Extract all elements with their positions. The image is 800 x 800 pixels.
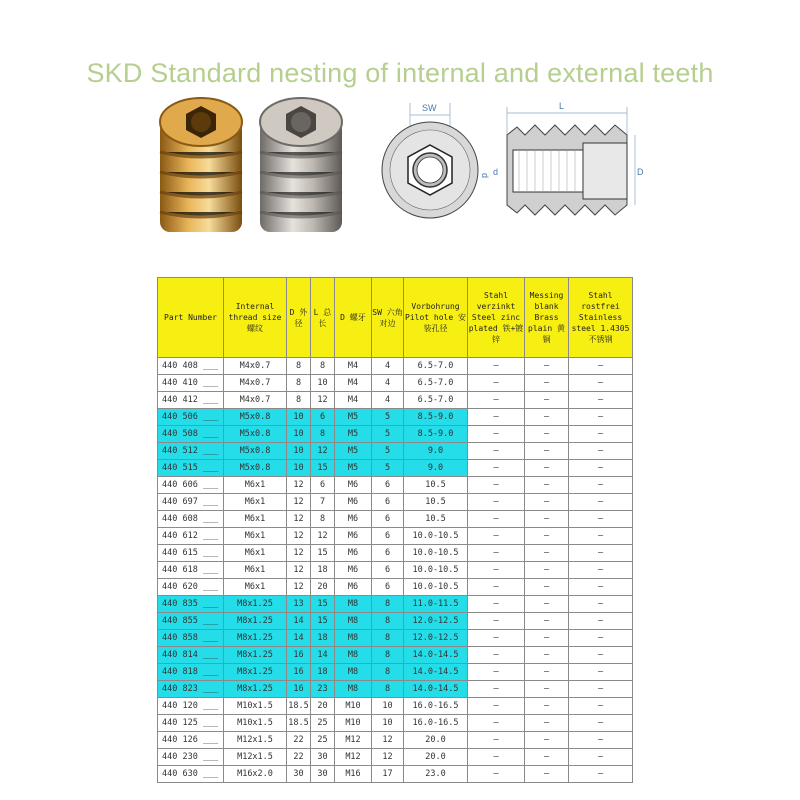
header-brass: Messing blank Brass plain 黄铜 <box>525 278 569 358</box>
table-row <box>158 732 633 749</box>
stainless-cell: – <box>569 596 633 613</box>
sw-cell: 5 <box>372 443 404 460</box>
part-number-cell: 440 858 ___ <box>158 630 224 647</box>
part-number-cell: 440 835 ___ <box>158 596 224 613</box>
pilot-hole-cell: 12.0-12.5 <box>404 630 468 647</box>
stainless-cell: – <box>569 681 633 698</box>
brass-cell: – <box>525 596 569 613</box>
table-row <box>158 545 633 562</box>
thread-size-cell: M6x1 <box>224 494 287 511</box>
outer-diameter-cell: 12 <box>287 494 311 511</box>
stainless-cell: – <box>569 409 633 426</box>
brass-cell: – <box>525 766 569 783</box>
length-cell: 30 <box>311 749 335 766</box>
pilot-hole-cell: 10.5 <box>404 494 468 511</box>
stainless-cell: – <box>569 613 633 630</box>
stainless-cell: – <box>569 579 633 596</box>
part-number-cell: 440 515 ___ <box>158 460 224 477</box>
table-row <box>158 409 633 426</box>
header-length: L 总长 <box>311 278 335 358</box>
steel-cell: – <box>468 613 525 630</box>
pilot-hole-cell: 10.5 <box>404 511 468 528</box>
outer-diameter-cell: 8 <box>287 375 311 392</box>
table-row <box>158 647 633 664</box>
steel-cell: – <box>468 392 525 409</box>
pilot-hole-cell: 8.5-9.0 <box>404 426 468 443</box>
stainless-cell: – <box>569 460 633 477</box>
stainless-cell: – <box>569 528 633 545</box>
brass-cell: – <box>525 715 569 732</box>
table-row <box>158 664 633 681</box>
sw-cell: 6 <box>372 579 404 596</box>
sw-cell: 12 <box>372 732 404 749</box>
table-row <box>158 511 633 528</box>
table-row <box>158 494 633 511</box>
thread-size-cell: M16x2.0 <box>224 766 287 783</box>
sw-cell: 17 <box>372 766 404 783</box>
stainless-cell: – <box>569 715 633 732</box>
brass-cell: – <box>525 749 569 766</box>
part-number-cell: 440 612 ___ <box>158 528 224 545</box>
d-small-side-label: d <box>493 167 499 177</box>
steel-cell: – <box>468 579 525 596</box>
table-row <box>158 613 633 630</box>
header-thread-size: Internal thread size 螺纹 <box>224 278 287 358</box>
sw-cell: 8 <box>372 613 404 630</box>
length-cell: 25 <box>311 715 335 732</box>
pilot-hole-cell: 16.0-16.5 <box>404 715 468 732</box>
pilot-hole-cell: 16.0-16.5 <box>404 698 468 715</box>
thread-size-cell: M8x1.25 <box>224 647 287 664</box>
table-row <box>158 358 633 375</box>
steel-cell: – <box>468 766 525 783</box>
part-number-cell: 440 814 ___ <box>158 647 224 664</box>
table-row <box>158 460 633 477</box>
part-number-cell: 440 412 ___ <box>158 392 224 409</box>
outer-diameter-cell: 10 <box>287 443 311 460</box>
part-number-cell: 440 618 ___ <box>158 562 224 579</box>
length-cell: 15 <box>311 613 335 630</box>
length-cell: 15 <box>311 460 335 477</box>
table-row <box>158 630 633 647</box>
steel-cell: – <box>468 375 525 392</box>
stainless-cell: – <box>569 477 633 494</box>
steel-cell: – <box>468 749 525 766</box>
steel-insert-image <box>260 98 342 232</box>
brass-cell: – <box>525 392 569 409</box>
thread-size-cell: M6x1 <box>224 511 287 528</box>
stainless-cell: – <box>569 545 633 562</box>
outer-diameter-cell: 18.5 <box>287 698 311 715</box>
pilot-hole-cell: 23.0 <box>404 766 468 783</box>
steel-cell: – <box>468 698 525 715</box>
outer-diameter-cell: 12 <box>287 528 311 545</box>
length-cell: 12 <box>311 528 335 545</box>
thread-d-cell: M4 <box>335 375 372 392</box>
length-cell: 8 <box>311 358 335 375</box>
part-number-cell: 440 818 ___ <box>158 664 224 681</box>
thread-d-cell: M6 <box>335 562 372 579</box>
header-sw: SW 六角对边 <box>372 278 404 358</box>
thread-d-cell: M5 <box>335 460 372 477</box>
stainless-cell: – <box>569 426 633 443</box>
thread-d-cell: M12 <box>335 749 372 766</box>
stainless-cell: – <box>569 664 633 681</box>
sw-cell: 5 <box>372 409 404 426</box>
sw-cell: 8 <box>372 630 404 647</box>
sw-cell: 8 <box>372 647 404 664</box>
steel-cell: – <box>468 630 525 647</box>
thread-size-cell: M6x1 <box>224 477 287 494</box>
thread-d-cell: M6 <box>335 477 372 494</box>
length-cell: 10 <box>311 375 335 392</box>
spec-table <box>157 277 633 783</box>
brass-cell: – <box>525 460 569 477</box>
thread-d-cell: M6 <box>335 545 372 562</box>
sw-cell: 8 <box>372 664 404 681</box>
pilot-hole-cell: 6.5-7.0 <box>404 375 468 392</box>
stainless-cell: – <box>569 749 633 766</box>
outer-diameter-cell: 8 <box>287 392 311 409</box>
brass-cell: – <box>525 681 569 698</box>
steel-cell: – <box>468 477 525 494</box>
length-cell: 8 <box>311 426 335 443</box>
thread-d-cell: M8 <box>335 681 372 698</box>
pilot-hole-cell: 11.0-11.5 <box>404 596 468 613</box>
part-number-cell: 440 506 ___ <box>158 409 224 426</box>
length-cell: 7 <box>311 494 335 511</box>
outer-diameter-cell: 14 <box>287 613 311 630</box>
steel-cell: – <box>468 426 525 443</box>
stainless-cell: – <box>569 732 633 749</box>
thread-size-cell: M6x1 <box>224 579 287 596</box>
pilot-hole-cell: 10.0-10.5 <box>404 528 468 545</box>
part-number-cell: 440 410 ___ <box>158 375 224 392</box>
part-number-cell: 440 608 ___ <box>158 511 224 528</box>
thread-d-cell: M8 <box>335 647 372 664</box>
thread-size-cell: M4x0.7 <box>224 358 287 375</box>
brass-cell: – <box>525 358 569 375</box>
header-stainless: Stahl rostfrei Stainless steel 1.4305 不锈钢 <box>569 278 633 358</box>
brass-cell: – <box>525 579 569 596</box>
part-number-cell: 440 120 ___ <box>158 698 224 715</box>
outer-diameter-cell: 22 <box>287 732 311 749</box>
thread-size-cell: M12x1.5 <box>224 732 287 749</box>
table-row <box>158 766 633 783</box>
header-part-number: Part Number <box>158 278 224 358</box>
brass-cell: – <box>525 426 569 443</box>
thread-size-cell: M12x1.5 <box>224 749 287 766</box>
thread-d-cell: M4 <box>335 392 372 409</box>
sw-cell: 6 <box>372 494 404 511</box>
outer-diameter-cell: 30 <box>287 766 311 783</box>
pilot-hole-cell: 20.0 <box>404 749 468 766</box>
pilot-hole-cell: 10.5 <box>404 477 468 494</box>
steel-cell: – <box>468 545 525 562</box>
stainless-cell: – <box>569 630 633 647</box>
l-label: L <box>559 101 565 111</box>
thread-size-cell: M4x0.7 <box>224 392 287 409</box>
table-row <box>158 426 633 443</box>
brass-cell: – <box>525 528 569 545</box>
header-row <box>158 278 633 358</box>
sw-cell: 4 <box>372 392 404 409</box>
outer-diameter-cell: 16 <box>287 664 311 681</box>
length-cell: 12 <box>311 443 335 460</box>
sw-cell: 6 <box>372 511 404 528</box>
table-row <box>158 443 633 460</box>
thread-size-cell: M10x1.5 <box>224 715 287 732</box>
length-cell: 8 <box>311 511 335 528</box>
length-cell: 20 <box>311 698 335 715</box>
part-number-cell: 440 620 ___ <box>158 579 224 596</box>
length-cell: 15 <box>311 545 335 562</box>
thread-d-cell: M10 <box>335 715 372 732</box>
steel-cell: – <box>468 409 525 426</box>
outer-diameter-cell: 8 <box>287 358 311 375</box>
brass-cell: – <box>525 545 569 562</box>
sw-label: SW <box>422 103 437 113</box>
brass-cell: – <box>525 630 569 647</box>
brass-cell: – <box>525 698 569 715</box>
product-photos <box>150 90 370 240</box>
steel-cell: – <box>468 511 525 528</box>
header-thread-d: D 螺牙 <box>335 278 372 358</box>
brass-insert-image <box>160 98 242 232</box>
sw-cell: 12 <box>372 749 404 766</box>
pilot-hole-cell: 9.0 <box>404 443 468 460</box>
steel-cell: – <box>468 460 525 477</box>
sw-cell: 5 <box>372 426 404 443</box>
part-number-cell: 440 823 ___ <box>158 681 224 698</box>
pilot-hole-cell: 20.0 <box>404 732 468 749</box>
table-row <box>158 715 633 732</box>
thread-size-cell: M8x1.25 <box>224 630 287 647</box>
outer-diameter-cell: 10 <box>287 426 311 443</box>
pilot-hole-cell: 8.5-9.0 <box>404 409 468 426</box>
pilot-hole-cell: 14.0-14.5 <box>404 664 468 681</box>
steel-cell: – <box>468 443 525 460</box>
table-row <box>158 698 633 715</box>
table-row <box>158 681 633 698</box>
sw-cell: 8 <box>372 681 404 698</box>
thread-size-cell: M6x1 <box>224 545 287 562</box>
table-row <box>158 562 633 579</box>
part-number-cell: 440 508 ___ <box>158 426 224 443</box>
page-title: SKD Standard nesting of internal and external teeth <box>86 58 714 88</box>
length-cell: 6 <box>311 409 335 426</box>
stainless-cell: – <box>569 358 633 375</box>
brass-cell: – <box>525 613 569 630</box>
stainless-cell: – <box>569 562 633 579</box>
stainless-cell: – <box>569 392 633 409</box>
pilot-hole-cell: 14.0-14.5 <box>404 681 468 698</box>
part-number-cell: 440 697 ___ <box>158 494 224 511</box>
stainless-cell: – <box>569 698 633 715</box>
thread-d-cell: M5 <box>335 443 372 460</box>
sw-cell: 4 <box>372 375 404 392</box>
outer-diameter-cell: 13 <box>287 596 311 613</box>
steel-cell: – <box>468 715 525 732</box>
brass-cell: – <box>525 443 569 460</box>
d-big-label: D <box>637 167 644 177</box>
pilot-hole-cell: 10.0-10.5 <box>404 545 468 562</box>
stainless-cell: – <box>569 375 633 392</box>
table-row <box>158 528 633 545</box>
sw-cell: 10 <box>372 698 404 715</box>
steel-cell: – <box>468 664 525 681</box>
thread-d-cell: M6 <box>335 528 372 545</box>
thread-d-cell: M8 <box>335 596 372 613</box>
brass-cell: – <box>525 647 569 664</box>
part-number-cell: 440 630 ___ <box>158 766 224 783</box>
length-cell: 14 <box>311 647 335 664</box>
length-cell: 6 <box>311 477 335 494</box>
end-view-drawing <box>370 95 490 235</box>
sw-cell: 6 <box>372 477 404 494</box>
side-view-drawing <box>485 95 650 235</box>
length-cell: 18 <box>311 562 335 579</box>
sw-cell: 6 <box>372 545 404 562</box>
outer-diameter-cell: 12 <box>287 477 311 494</box>
thread-d-cell: M5 <box>335 409 372 426</box>
outer-diameter-cell: 10 <box>287 460 311 477</box>
part-number-cell: 440 512 ___ <box>158 443 224 460</box>
steel-cell: – <box>468 528 525 545</box>
outer-diameter-cell: 12 <box>287 579 311 596</box>
outer-diameter-cell: 18.5 <box>287 715 311 732</box>
thread-d-cell: M6 <box>335 494 372 511</box>
sw-cell: 4 <box>372 358 404 375</box>
length-cell: 18 <box>311 630 335 647</box>
part-number-cell: 440 230 ___ <box>158 749 224 766</box>
pilot-hole-cell: 12.0-12.5 <box>404 613 468 630</box>
header-outer-diameter: D 外径 <box>287 278 311 358</box>
outer-diameter-cell: 12 <box>287 545 311 562</box>
length-cell: 25 <box>311 732 335 749</box>
thread-size-cell: M8x1.25 <box>224 596 287 613</box>
stainless-cell: – <box>569 494 633 511</box>
thread-d-cell: M10 <box>335 698 372 715</box>
header-steel-zinc: Stahl verzinkt Steel zinc plated 铁+镀锌 <box>468 278 525 358</box>
outer-diameter-cell: 22 <box>287 749 311 766</box>
sw-cell: 6 <box>372 562 404 579</box>
thread-size-cell: M8x1.25 <box>224 681 287 698</box>
steel-cell: – <box>468 494 525 511</box>
sw-cell: 5 <box>372 460 404 477</box>
table-row <box>158 392 633 409</box>
thread-d-cell: M8 <box>335 664 372 681</box>
brass-cell: – <box>525 409 569 426</box>
steel-cell: – <box>468 562 525 579</box>
length-cell: 15 <box>311 596 335 613</box>
part-number-cell: 440 615 ___ <box>158 545 224 562</box>
d-small-label: d <box>480 173 490 179</box>
table-row <box>158 596 633 613</box>
steel-cell: – <box>468 732 525 749</box>
thread-size-cell: M8x1.25 <box>224 664 287 681</box>
table-row <box>158 579 633 596</box>
thread-d-cell: M8 <box>335 613 372 630</box>
thread-d-cell: M12 <box>335 732 372 749</box>
length-cell: 12 <box>311 392 335 409</box>
stainless-cell: – <box>569 647 633 664</box>
pilot-hole-cell: 6.5-7.0 <box>404 358 468 375</box>
steel-cell: – <box>468 596 525 613</box>
stainless-cell: – <box>569 766 633 783</box>
part-number-cell: 440 606 ___ <box>158 477 224 494</box>
outer-diameter-cell: 16 <box>287 647 311 664</box>
brass-cell: – <box>525 732 569 749</box>
thread-d-cell: M6 <box>335 511 372 528</box>
part-number-cell: 440 126 ___ <box>158 732 224 749</box>
table-row <box>158 477 633 494</box>
outer-diameter-cell: 16 <box>287 681 311 698</box>
thread-size-cell: M5x0.8 <box>224 426 287 443</box>
thread-size-cell: M5x0.8 <box>224 409 287 426</box>
part-number-cell: 440 855 ___ <box>158 613 224 630</box>
brass-cell: – <box>525 562 569 579</box>
stainless-cell: – <box>569 511 633 528</box>
sw-cell: 6 <box>372 528 404 545</box>
outer-diameter-cell: 14 <box>287 630 311 647</box>
steel-cell: – <box>468 358 525 375</box>
length-cell: 20 <box>311 579 335 596</box>
pilot-hole-cell: 10.0-10.5 <box>404 562 468 579</box>
length-cell: 18 <box>311 664 335 681</box>
pilot-hole-cell: 6.5-7.0 <box>404 392 468 409</box>
table-row <box>158 749 633 766</box>
thread-size-cell: M6x1 <box>224 562 287 579</box>
brass-cell: – <box>525 664 569 681</box>
pilot-hole-cell: 10.0-10.5 <box>404 579 468 596</box>
thread-d-cell: M4 <box>335 358 372 375</box>
pilot-hole-cell: 9.0 <box>404 460 468 477</box>
thread-size-cell: M4x0.7 <box>224 375 287 392</box>
thread-d-cell: M5 <box>335 426 372 443</box>
outer-diameter-cell: 12 <box>287 562 311 579</box>
thread-size-cell: M6x1 <box>224 528 287 545</box>
brass-cell: – <box>525 494 569 511</box>
thread-size-cell: M8x1.25 <box>224 613 287 630</box>
thread-size-cell: M5x0.8 <box>224 460 287 477</box>
outer-diameter-cell: 12 <box>287 511 311 528</box>
part-number-cell: 440 408 ___ <box>158 358 224 375</box>
sw-cell: 10 <box>372 715 404 732</box>
brass-cell: – <box>525 477 569 494</box>
length-cell: 23 <box>311 681 335 698</box>
pilot-hole-cell: 14.0-14.5 <box>404 647 468 664</box>
part-number-cell: 440 125 ___ <box>158 715 224 732</box>
steel-cell: – <box>468 681 525 698</box>
stainless-cell: – <box>569 443 633 460</box>
sw-cell: 8 <box>372 596 404 613</box>
table-row <box>158 375 633 392</box>
length-cell: 30 <box>311 766 335 783</box>
thread-size-cell: M10x1.5 <box>224 698 287 715</box>
brass-cell: – <box>525 375 569 392</box>
thread-d-cell: M16 <box>335 766 372 783</box>
outer-diameter-cell: 10 <box>287 409 311 426</box>
table-body <box>158 358 633 783</box>
steel-cell: – <box>468 647 525 664</box>
thread-size-cell: M5x0.8 <box>224 443 287 460</box>
thread-d-cell: M8 <box>335 630 372 647</box>
brass-cell: – <box>525 511 569 528</box>
header-pilot-hole: Vorbohrung Pilot hole 安装孔径 <box>404 278 468 358</box>
thread-d-cell: M6 <box>335 579 372 596</box>
